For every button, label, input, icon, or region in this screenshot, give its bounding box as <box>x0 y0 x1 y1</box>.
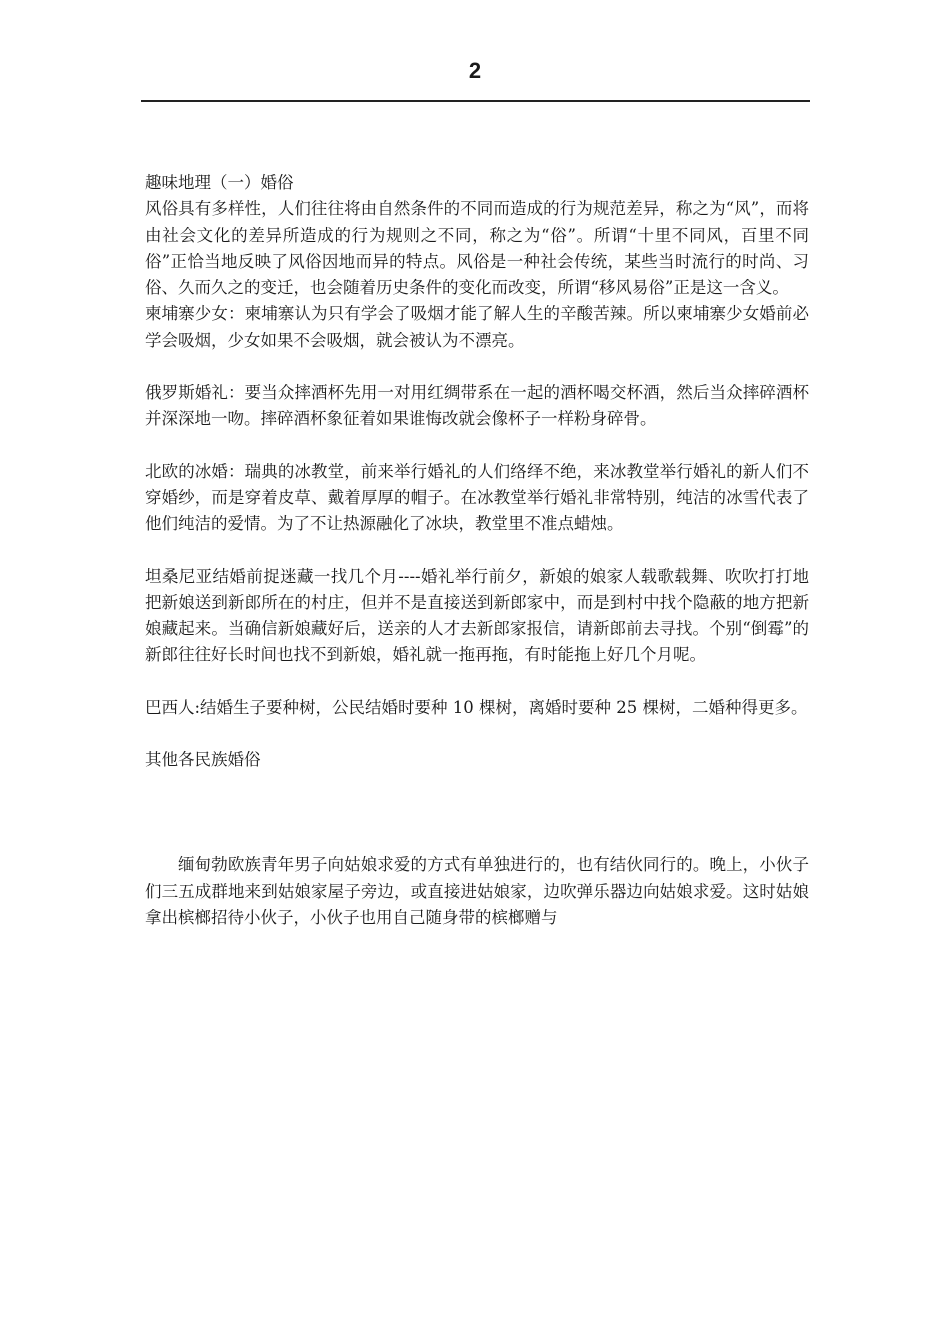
page-number: 2 <box>468 58 482 83</box>
paragraph-myanmar: 缅甸勃欧族青年男子向姑娘求爱的方式有单独进行的，也有结伙同行的。晚上，小伙子们三五成群地来到姑娘家屋子旁边，或直接进姑娘家，边吹弹乐器边向姑娘求爱。这时姑娘拿出槟榔招待小伙子，小伙子也用自己随身带的槟榔赠与 <box>145 855 809 927</box>
header-divider <box>141 100 810 102</box>
paragraph-intro: 风俗具有多样性，人们往往将由自然条件的不同而造成的行为规范差异，称之为“风”，而将由社会文化的差异所造成的行为规则之不同，称之为“俗”。所谓“十里不同风，百里不同俗”正恰当地反映了风俗因地而异的特点。风俗是一种社会传统，某些当时流行的时尚、习俗、久而久之的变迁，也会随着历史条件的变化而改变，所谓“移风易俗”正是这一含义。 <box>145 199 809 298</box>
document-title: 趣味地理（一）婚俗 <box>145 173 294 192</box>
section-spacer <box>145 773 809 852</box>
paragraph-nordic: 北欧的冰婚：瑞典的冰教堂，前来举行婚礼的人们络绎不绝，来冰教堂举行婚礼的新人们不穿婚纱，而是穿着皮草、戴着厚厚的帽子。在冰教堂举行婚礼非常特别，纯洁的冰雪代表了他们纯洁的爱情。为了不让热源融化了冰块，教堂里不准点蜡烛。 <box>145 461 809 534</box>
paragraph-spacer <box>145 433 809 459</box>
paragraph-spacer <box>145 721 809 747</box>
paragraph-cambodia: 柬埔寨少女：柬埔寨认为只有学会了吸烟才能了解人生的辛酸苦辣。所以柬埔寨少女婚前必学会吸烟，少女如果不会吸烟，就会被认为不漂亮。 <box>145 304 809 350</box>
document-body <box>145 170 809 931</box>
section-heading-others: 其他各民族婚俗 <box>145 750 261 770</box>
paragraph-spacer <box>145 538 809 564</box>
paragraph-tanzania: 坦桑尼亚结婚前捉迷藏一找几个月----婚礼举行前夕，新娘的娘家人载歌载舞、吹吹打打地把新娘送到新郎所在的村庄，但并不是直接送到新郎家中，而是到村中找个隐蔽的地方把新娘藏起来。当确信新娘藏好后，送亲的人才去新郎家报信，请新郎前去寻找。个别“倒霉”的新郎往往好长时间也找不到新娘，婚礼就一拖再拖，有时能拖上好几个月呢。 <box>145 566 809 665</box>
paragraph-brazil: 巴西人:结婚生子要种树，公民结婚时要种 10 棵树，离婚时要种 25 棵树，二婚种得更多。 <box>145 697 808 717</box>
paragraph-russia: 俄罗斯婚礼：要当众摔酒杯先用一对用红绸带系在一起的酒杯喝交杯酒，然后当众摔碎酒杯并深深地一吻。摔碎酒杯象征着如果谁悔改就会像杯子一样粉身碎骨。 <box>145 383 809 429</box>
paragraph-spacer <box>145 354 809 380</box>
paragraph-spacer <box>145 669 809 695</box>
